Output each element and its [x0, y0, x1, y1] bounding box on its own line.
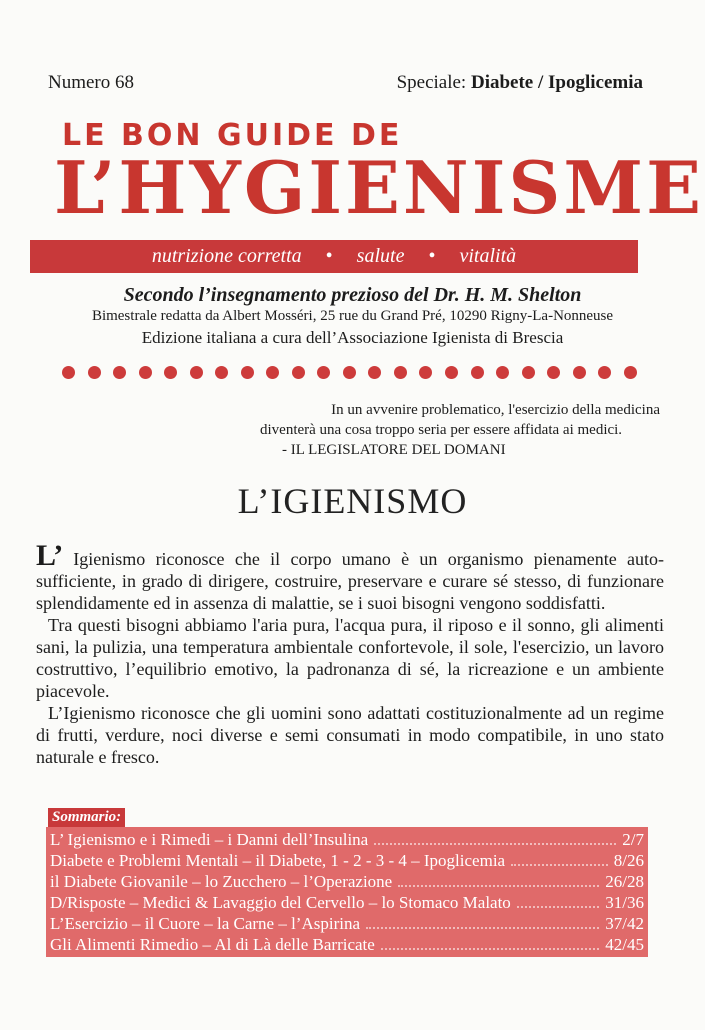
edition-credit: Edizione italiana a cura dell’Associazione Igienista di Brescia	[141, 328, 564, 347]
toc-entry-pages: 26/28	[605, 872, 644, 891]
dot-ornament	[317, 366, 330, 379]
dot-ornament	[113, 366, 126, 379]
toc-entry-title: Diabete e Problemi Mentali – il Diabete, 1 - 2 - 3 - 4 – Ipoglicemia	[50, 851, 506, 870]
dot-leader	[511, 864, 608, 866]
dot-ornament	[496, 366, 509, 379]
dot-leader	[374, 843, 616, 845]
publisher-address: Bimestrale redatta da Albert Mosséri, 25 rue du Grand Pré, 10290 Rigny-La-Nonneuse	[91, 308, 614, 324]
table-of-contents	[46, 827, 648, 957]
issue-number: Numero 68	[48, 72, 135, 93]
dot-leader	[366, 927, 599, 929]
toc-entry-pages: 31/36	[605, 893, 644, 912]
toc-entry	[50, 913, 644, 934]
bullet-separator: •	[325, 245, 333, 267]
toc-entry	[50, 829, 644, 850]
article-paragraph: Tra questi bisogni abbiamo l'aria pura, l'acqua pura, il riposo e il sonno, gli alimenti sani, la pulizia, una temperatura ambientale confortevole, il sole, l'esercizio, un lavoro costruttivo, l’equilibrio emotivo, la padronanza di sé, la ricreazione e un ambiente piacevole.	[36, 615, 664, 701]
drop-cap: L’	[36, 539, 64, 572]
dot-ornament	[190, 366, 203, 379]
toc-entry	[50, 892, 644, 913]
toc-entry-title: Gli Alimenti Rimedio – Al di Là delle Barricate	[50, 935, 375, 954]
dot-leader	[517, 906, 599, 908]
dot-ornament	[445, 366, 458, 379]
quote-line: diventerà una cosa troppo seria per essere affidata ai medici.	[260, 422, 623, 438]
dot-leader	[381, 948, 599, 950]
dot-ornament	[292, 366, 305, 379]
tagline-item: vitalità	[459, 245, 517, 267]
dot-ornament	[139, 366, 152, 379]
masthead-small-line: LE BON GUIDE DE	[62, 118, 403, 153]
toc-entry-pages: 2/7	[622, 830, 644, 849]
toc-entry-pages: 37/42	[605, 914, 644, 933]
toc-entry-pages: 8/26	[613, 851, 644, 870]
dot-ornament	[394, 366, 407, 379]
dot-ornament	[419, 366, 432, 379]
dot-ornament	[266, 366, 279, 379]
table-of-contents-label: Sommario:	[48, 808, 125, 827]
special-topic-line	[397, 72, 643, 94]
masthead-title: L’HYGIENISME	[54, 145, 704, 230]
paragraph-text: Igienismo riconosce che il corpo umano è un organismo pienamente auto-sufficiente, in grado di dirigere, costruire, preservare e curare sé stesso, di funzionare splendidamente ed in assenza di malattie, se i suoi bisogni vengono soddisfatti.	[36, 549, 664, 613]
quote-line: In un avvenire problematico, l'esercizio della medicina	[331, 402, 660, 418]
decorative-dot-row	[62, 364, 637, 380]
special-prefix: Speciale:	[396, 72, 467, 93]
dot-ornament	[241, 366, 254, 379]
issue-header	[48, 72, 643, 94]
special-topic: Diabete / Ipoglicemia	[470, 72, 643, 93]
article-body	[36, 539, 664, 768]
dot-ornament	[343, 366, 356, 379]
dot-ornament	[88, 366, 101, 379]
dot-ornament	[164, 366, 177, 379]
bullet-separator: •	[428, 245, 436, 267]
dot-ornament	[624, 366, 637, 379]
shelton-subtitle: Secondo l’insegnamento prezioso del Dr. H. M. Shelton	[123, 284, 582, 306]
dot-ornament	[62, 366, 75, 379]
dot-ornament	[573, 366, 586, 379]
tagline-item: salute	[356, 245, 405, 267]
toc-entry	[50, 934, 644, 955]
toc-entry-title: L’ Igienismo e i Rimedi – i Danni dell’Insulina	[50, 830, 369, 849]
dot-ornament	[598, 366, 611, 379]
dot-ornament	[547, 366, 560, 379]
dot-ornament	[471, 366, 484, 379]
dot-ornament	[368, 366, 381, 379]
tagline-item: nutrizione corretta	[151, 245, 302, 267]
dot-leader	[398, 885, 599, 887]
epigraph-quote	[260, 400, 660, 460]
toc-entry-pages: 42/45	[605, 935, 644, 954]
tagline-bar	[30, 240, 638, 273]
article-paragraph	[36, 539, 664, 614]
dot-ornament	[522, 366, 535, 379]
article-title: L’IGIENISMO	[237, 481, 468, 521]
toc-entry	[50, 871, 644, 892]
toc-entry-title: D/Risposte – Medici & Lavaggio del Cervello – lo Stomaco Malato	[50, 893, 511, 912]
dot-ornament	[215, 366, 228, 379]
article-paragraph: L’Igienismo riconosce che gli uomini sono adattati costituzionalmente ad un regime di frutti, verdure, noci diverse e semi consumati in modo compatibile, in uno stato naturale e fresco.	[36, 703, 664, 767]
toc-entry-title: L’Esercizio – il Cuore – la Carne – l’Aspirina	[50, 914, 361, 933]
toc-entry-title: il Diabete Giovanile – lo Zucchero – l’Operazione	[50, 872, 393, 891]
quote-attribution: - IL LEGISLATORE DEL DOMANI	[282, 442, 506, 458]
toc-entry	[50, 850, 644, 871]
